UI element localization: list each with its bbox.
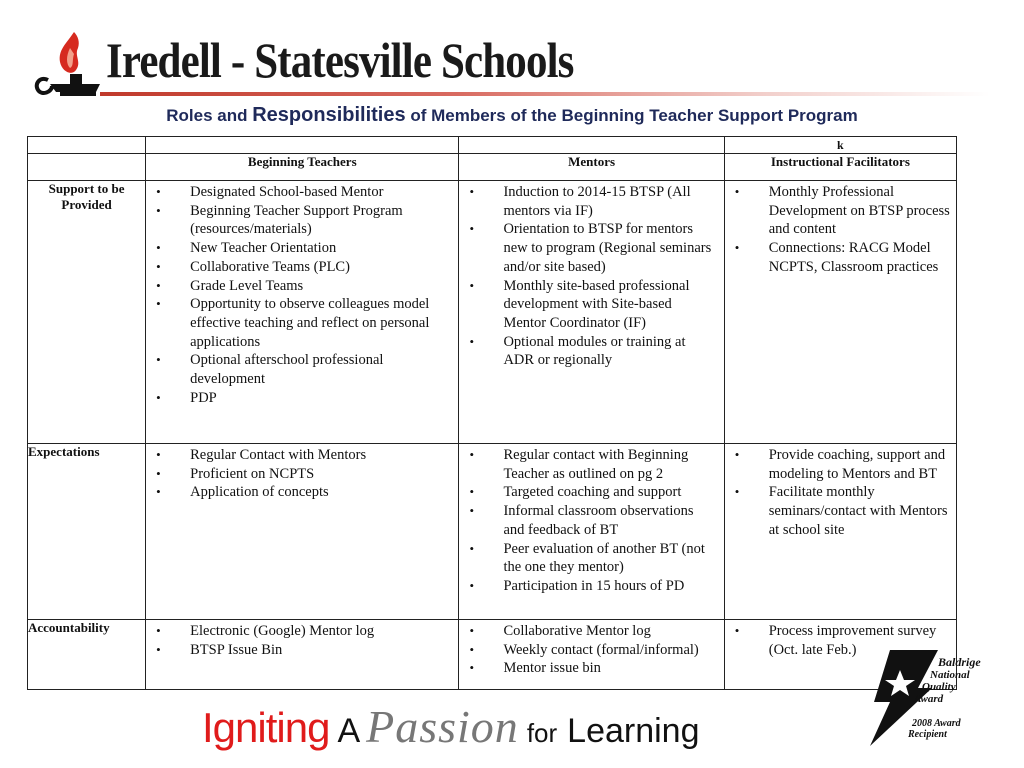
cell-support-facilitators bbox=[724, 181, 956, 444]
tagline-passion: Passion bbox=[366, 701, 519, 752]
empty-cell bbox=[146, 137, 459, 154]
list-item: • Electronic (Google) Mentor log bbox=[152, 622, 452, 641]
row-label-support: Support to be Provided bbox=[28, 181, 146, 444]
cell-expectations-mentors bbox=[459, 444, 724, 620]
row-label-accountability: Accountability bbox=[28, 620, 146, 690]
list-item: • PDP bbox=[152, 389, 452, 408]
empty-header-cell bbox=[28, 154, 146, 181]
list-item: • Provide coaching, support and modeling to Mentors and BT bbox=[731, 446, 950, 483]
column-header-mentors: Mentors bbox=[459, 154, 724, 181]
table-row-expectations bbox=[28, 444, 957, 620]
list-item: • Induction to 2014-15 BTSP (All mentors via IF) bbox=[465, 183, 717, 220]
header-divider bbox=[100, 92, 990, 96]
page-subtitle bbox=[0, 104, 1024, 127]
list-item: • Monthly site-based professional development with Site-based Mentor Coordinator (IF) bbox=[465, 277, 717, 333]
row-label-expectations: Expectations bbox=[28, 444, 146, 620]
list-item: • Targeted coaching and support bbox=[465, 483, 717, 502]
list-item: • Proficient on NCPTS bbox=[152, 465, 452, 484]
subtitle-part-2: Responsibilities bbox=[252, 104, 406, 126]
footer-tagline bbox=[202, 700, 700, 750]
list-item: • Weekly contact (formal/informal) bbox=[465, 641, 717, 660]
list-item: • Regular Contact with Mentors bbox=[152, 446, 452, 465]
empty-cell bbox=[459, 137, 724, 154]
column-header-beginning-teachers: Beginning Teachers bbox=[146, 154, 459, 181]
cell-support-beginning-teachers bbox=[146, 181, 459, 444]
tagline-for: for bbox=[526, 718, 558, 748]
tagline-a: A bbox=[337, 712, 361, 750]
list-item: • Collaborative Teams (PLC) bbox=[152, 258, 452, 277]
tagline-igniting: Igniting bbox=[202, 704, 330, 751]
award-line-4: Award bbox=[914, 693, 944, 705]
oil-lamp-flame-icon bbox=[30, 26, 102, 104]
list-item: • Orientation to BTSP for mentors new to program (Regional seminars and/or site based) bbox=[465, 220, 717, 276]
marker-cell: k bbox=[724, 137, 956, 154]
award-line-5: 2008 Award bbox=[912, 718, 961, 729]
cell-accountability-mentors bbox=[459, 620, 724, 690]
table-row-support bbox=[28, 181, 957, 444]
award-line-1: Baldrige bbox=[938, 655, 981, 669]
roles-table bbox=[27, 136, 957, 690]
list-item: • Mentor issue bin bbox=[465, 659, 717, 678]
list-item: • Optional afterschool professional development bbox=[152, 351, 452, 388]
tagline-learning: Learning bbox=[567, 712, 700, 750]
empty-cell bbox=[28, 137, 146, 154]
cell-support-mentors bbox=[459, 181, 724, 444]
subtitle-part-3: of Members of the Beginning Teacher Support Program bbox=[405, 106, 858, 125]
list-item: • Facilitate monthly seminars/contact with Mentors at school site bbox=[731, 483, 950, 539]
table-row-accountability bbox=[28, 620, 957, 690]
list-item: • Beginning Teacher Support Program (resources/materials) bbox=[152, 202, 452, 239]
list-item: • Collaborative Mentor log bbox=[465, 622, 717, 641]
cell-expectations-beginning-teachers bbox=[146, 444, 459, 620]
list-item: • Designated School-based Mentor bbox=[152, 183, 452, 202]
list-item: • Grade Level Teams bbox=[152, 277, 452, 296]
column-header-instructional-facilitators: Instructional Facilitators bbox=[724, 154, 956, 181]
list-item: • Process improvement survey (Oct. late Feb.) bbox=[731, 622, 950, 659]
cell-accountability-beginning-teachers bbox=[146, 620, 459, 690]
list-item: • Connections: RACG Model NCPTS, Classroom practices bbox=[731, 239, 950, 276]
list-item: • Optional modules or training at ADR or regionally bbox=[465, 333, 717, 370]
list-item: • New Teacher Orientation bbox=[152, 239, 452, 258]
table-header-row bbox=[28, 154, 957, 181]
subtitle-part-1: Roles and bbox=[166, 106, 253, 125]
list-item: • Application of concepts bbox=[152, 483, 452, 502]
list-item: • Participation in 15 hours of PD bbox=[465, 577, 717, 596]
list-item: • Informal classroom observations and feedback of BT bbox=[465, 502, 717, 539]
list-item: • Monthly Professional Development on BTSP process and content bbox=[731, 183, 950, 239]
table-marker-row bbox=[28, 137, 957, 154]
baldrige-award-badge bbox=[860, 648, 1000, 748]
page-header bbox=[0, 0, 1024, 126]
cell-expectations-facilitators bbox=[724, 444, 956, 620]
school-name: Iredell - Statesville Schools bbox=[106, 32, 574, 88]
list-item: • Regular contact with Beginning Teacher as outlined on pg 2 bbox=[465, 446, 717, 483]
award-line-2: National bbox=[930, 669, 970, 681]
award-line-6: Recipient bbox=[908, 729, 947, 740]
list-item: • Opportunity to observe colleagues model effective teaching and reflect on personal applications bbox=[152, 295, 452, 351]
list-item: • BTSP Issue Bin bbox=[152, 641, 452, 660]
award-line-3: Quality bbox=[922, 681, 956, 693]
list-item: • Peer evaluation of another BT (not the one they mentor) bbox=[465, 540, 717, 577]
